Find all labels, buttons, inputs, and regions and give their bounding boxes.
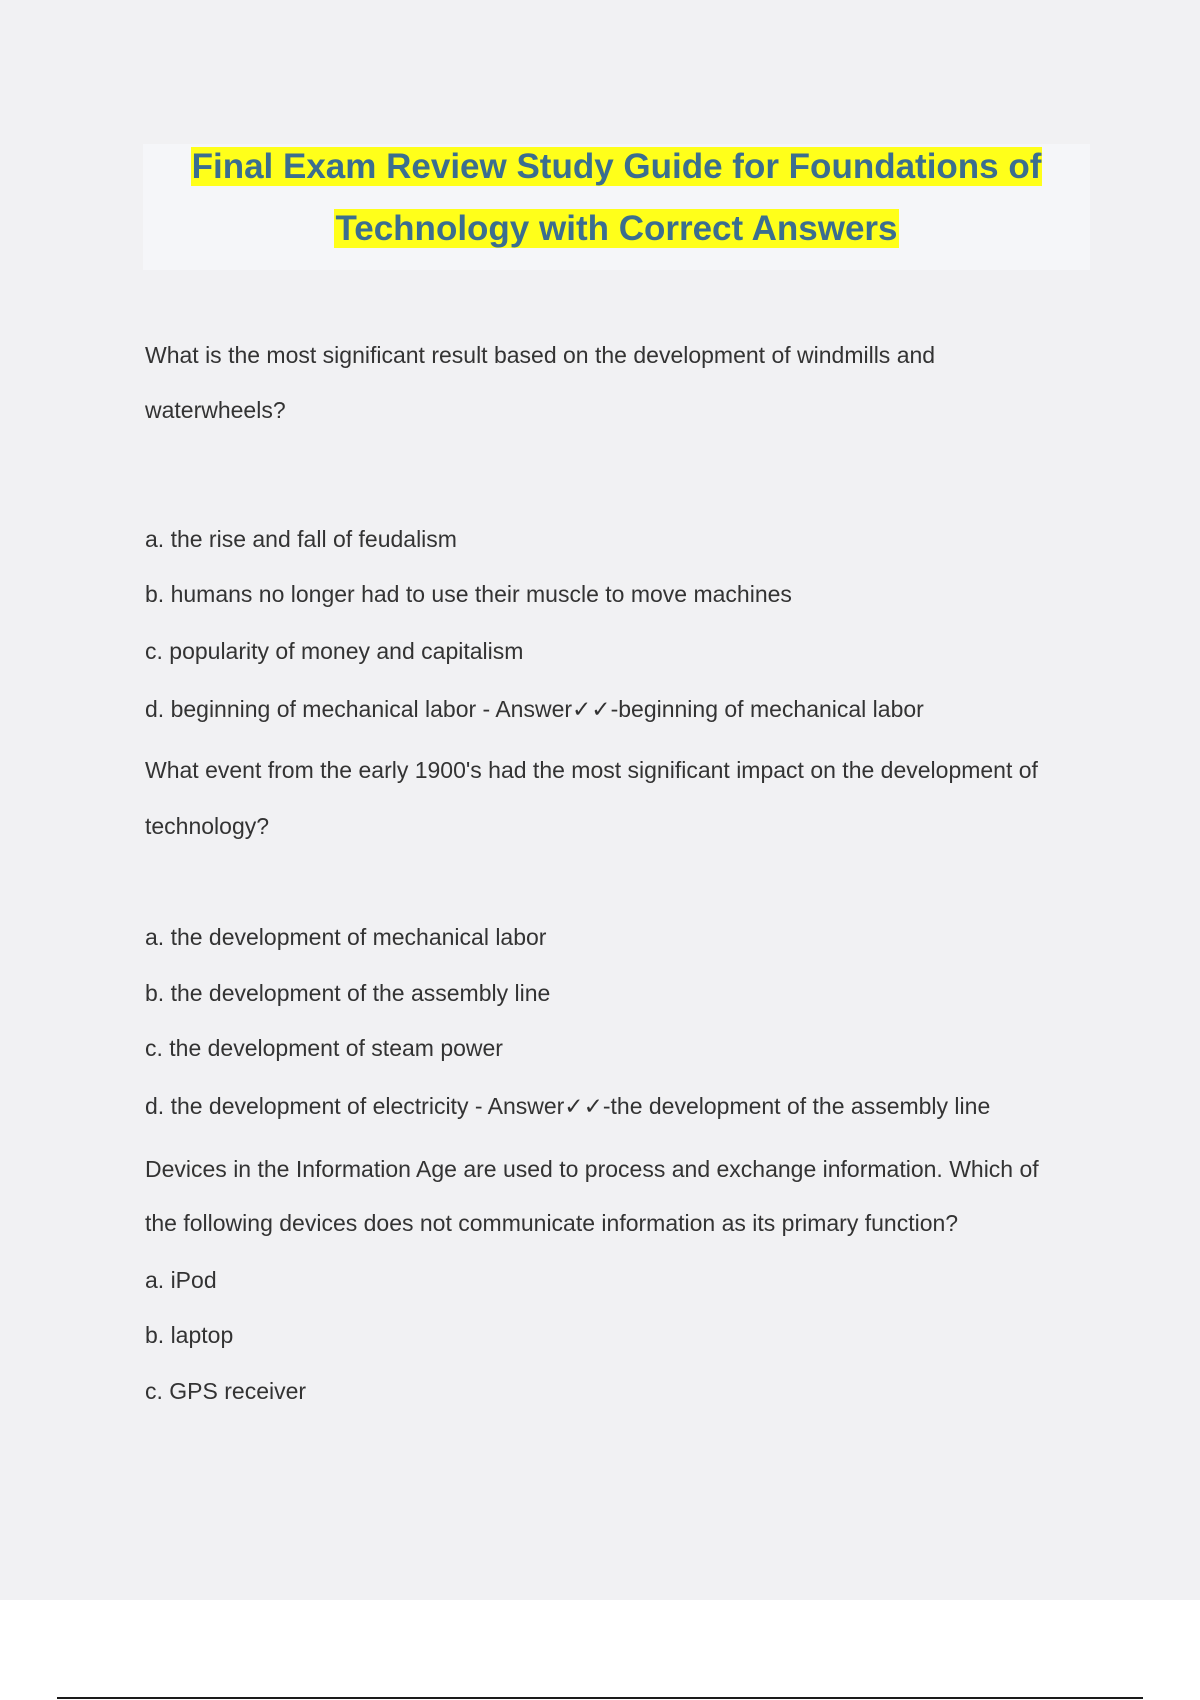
title-line-1: Final Exam Review Study Guide for Foundations of <box>191 147 1042 186</box>
question-3-text: Devices in the Information Age are used to process and exchange information. Which of <box>145 1156 1039 1182</box>
question-1-option-a: a. the rise and fall of feudalism <box>145 526 457 552</box>
question-2-option-c: c. the development of steam power <box>145 1035 503 1061</box>
question-2-text-cont: technology? <box>145 813 270 839</box>
footer-divider <box>57 1697 1143 1699</box>
question-2-option-b: b. the development of the assembly line <box>145 980 551 1006</box>
question-2-option-a: a. the development of mechanical labor <box>145 924 547 950</box>
question-1-option-c: c. popularity of money and capitalism <box>145 638 524 664</box>
question-1-option-d-answer: d. beginning of mechanical labor - Answer✓✓-beginning of mechanical labor <box>145 696 924 722</box>
question-1-text-cont: waterwheels? <box>145 397 286 423</box>
question-3-option-a: a. iPod <box>145 1267 217 1293</box>
question-3-text-cont: the following devices does not communicate information as its primary function? <box>145 1210 959 1236</box>
question-2-text: What event from the early 1900's had the most significant impact on the development of <box>145 757 1038 783</box>
question-2-option-d-answer: d. the development of electricity - Answer✓✓-the development of the assembly line <box>145 1093 991 1119</box>
title-line-2: Technology with Correct Answers <box>335 209 898 248</box>
document-title <box>143 144 1090 270</box>
question-3-option-b: b. laptop <box>145 1322 234 1348</box>
question-3-option-c: c. GPS receiver <box>145 1378 307 1404</box>
question-1-option-b: b. humans no longer had to use their muscle to move machines <box>145 581 792 607</box>
question-1-text: What is the most significant result based on the development of windmills and <box>145 342 936 368</box>
